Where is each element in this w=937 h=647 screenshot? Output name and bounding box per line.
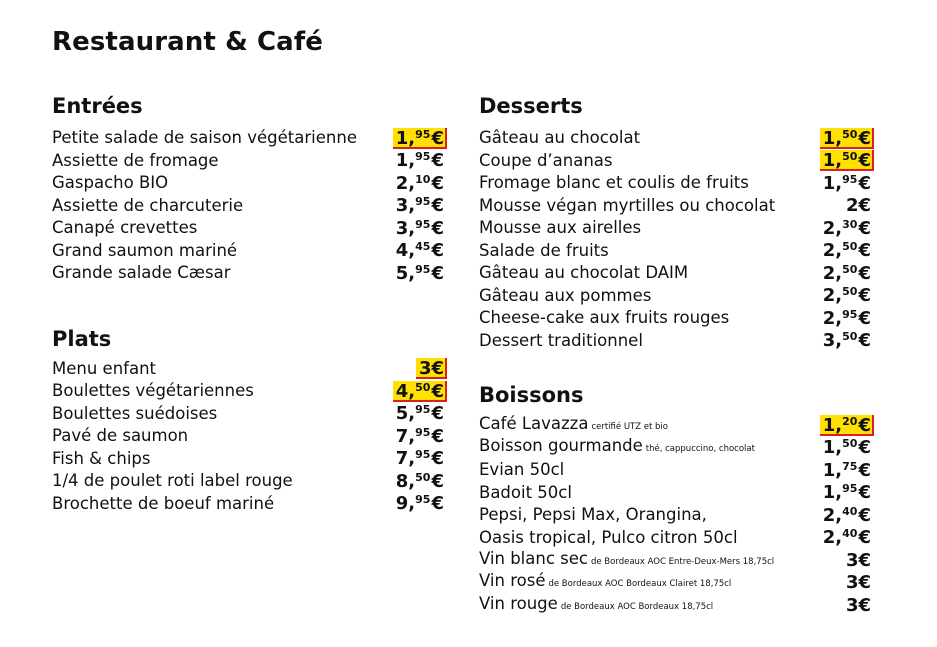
menu-item xyxy=(52,150,444,173)
price-currency: € xyxy=(858,572,871,594)
menu-item-name xyxy=(479,482,572,504)
price-cents: 95 xyxy=(842,172,858,186)
highlighted-price xyxy=(820,150,874,171)
section-title-boissons: Boissons xyxy=(479,383,584,407)
price-cents: 95 xyxy=(415,195,431,209)
price-cents: 10 xyxy=(415,172,431,186)
menu-item-label: Oasis tropical, Pulco citron 50cl xyxy=(479,527,738,547)
price-currency: € xyxy=(858,414,871,436)
menu-item xyxy=(52,470,444,493)
price-main: 7, xyxy=(395,448,416,470)
price-cents: 95 xyxy=(415,403,431,417)
menu-item xyxy=(52,380,444,403)
price-currency: € xyxy=(431,217,444,239)
price-main: 2, xyxy=(395,172,416,194)
menu-item-price xyxy=(820,285,874,306)
menu-item xyxy=(479,150,871,173)
menu-item xyxy=(52,403,444,426)
price-currency: € xyxy=(431,403,444,425)
price-main: 2, xyxy=(822,307,843,329)
menu-list-entrees xyxy=(52,127,444,285)
menu-item-label: Assiette de fromage xyxy=(52,150,219,170)
price-currency: € xyxy=(858,549,871,571)
menu-item-label: Fish & chips xyxy=(52,448,151,468)
menu-item-label: Boisson gourmande xyxy=(479,436,643,456)
menu-item-label: Gâteau aux pommes xyxy=(479,285,652,305)
price-currency: € xyxy=(858,482,871,504)
menu-item-price xyxy=(820,482,874,503)
price-cents: 50 xyxy=(415,380,431,394)
menu-item-label: Salade de fruits xyxy=(479,240,609,260)
price-cents: 45 xyxy=(415,240,431,254)
menu-item-name xyxy=(52,195,243,217)
price-cents: 75 xyxy=(842,459,858,473)
menu-item-name xyxy=(52,240,237,262)
menu-item-note: certifié UTZ et bio xyxy=(591,421,668,432)
price-cents: 95 xyxy=(415,150,431,164)
menu-item-name xyxy=(479,459,564,481)
menu-item-price xyxy=(820,308,874,329)
menu-item-name xyxy=(52,172,168,194)
menu-item-label: Gâteau au chocolat xyxy=(479,128,641,148)
price-cents: 50 xyxy=(842,127,858,141)
menu-item-name xyxy=(52,425,188,447)
menu-item-label: Mousse végan myrtilles ou chocolat xyxy=(479,195,776,215)
menu-item xyxy=(52,262,444,285)
page-title: Restaurant & Café xyxy=(52,27,323,57)
menu-item xyxy=(52,493,444,516)
section-desserts xyxy=(479,93,871,352)
price-currency: € xyxy=(858,330,871,352)
menu-item-name xyxy=(479,593,713,618)
menu-item-label: Evian 50cl xyxy=(479,460,565,480)
menu-item-name xyxy=(479,307,729,329)
price-currency: € xyxy=(431,240,444,262)
menu-item xyxy=(479,594,871,617)
menu-item-label: Pepsi, Pepsi Max, Orangina, xyxy=(479,505,707,525)
menu-item-label: Grand saumon mariné xyxy=(52,240,238,260)
menu-item xyxy=(479,527,871,550)
menu-item xyxy=(52,425,444,448)
menu-item-name xyxy=(479,570,731,595)
menu-item-name xyxy=(479,262,688,284)
price-currency: € xyxy=(431,127,444,149)
section-plats xyxy=(52,326,444,516)
menu-item-name xyxy=(52,150,219,172)
menu-item xyxy=(479,195,871,218)
price-cents: 50 xyxy=(842,330,858,344)
menu-item-label: Grande salade Cæsar xyxy=(52,263,231,283)
price-main: 1, xyxy=(395,150,416,172)
menu-item-name xyxy=(479,240,609,262)
menu-item-price xyxy=(393,173,447,194)
price-main: 2, xyxy=(822,240,843,262)
menu-item-price xyxy=(393,150,447,171)
menu-list-plats xyxy=(52,358,444,516)
price-currency: € xyxy=(858,172,871,194)
price-main: 3 xyxy=(418,358,432,380)
price-main: 2, xyxy=(822,262,843,284)
highlighted-price xyxy=(393,128,447,149)
menu-item-price xyxy=(393,195,447,216)
menu-item xyxy=(479,285,871,308)
menu-item xyxy=(479,504,871,527)
menu-item-name xyxy=(479,435,755,460)
price-main: 7, xyxy=(395,425,416,447)
menu-item-label: Boulettes végétariennes xyxy=(52,381,254,401)
price-currency: € xyxy=(858,527,871,549)
price-cents: 95 xyxy=(415,262,431,276)
menu-item xyxy=(479,240,871,263)
price-currency: € xyxy=(431,195,444,217)
price-main: 2, xyxy=(822,527,843,549)
menu-item-price xyxy=(820,240,874,261)
price-main: 3, xyxy=(822,330,843,352)
menu-item-label: Canapé crevettes xyxy=(52,218,198,238)
price-cents: 95 xyxy=(415,425,431,439)
menu-list-desserts xyxy=(479,127,871,352)
price-currency: € xyxy=(858,307,871,329)
price-cents: 50 xyxy=(842,150,858,164)
price-main: 1, xyxy=(822,150,843,172)
section-title-plats: Plats xyxy=(52,326,112,351)
price-currency: € xyxy=(431,448,444,470)
price-currency: € xyxy=(858,437,871,459)
menu-item-price xyxy=(843,195,874,216)
menu-item-price xyxy=(843,550,874,571)
menu-item-name xyxy=(479,150,613,172)
menu-item-name xyxy=(479,527,738,549)
menu-item-price xyxy=(393,426,447,447)
price-main: 2 xyxy=(845,195,859,217)
menu-item-label: Badoit 50cl xyxy=(479,482,572,502)
menu-item-note: thé, cappuccino, chocolat xyxy=(645,444,755,455)
price-main: 4, xyxy=(395,380,416,402)
menu-item xyxy=(479,217,871,240)
menu-item-price xyxy=(820,460,874,481)
menu-item-price xyxy=(843,595,874,616)
price-currency: € xyxy=(431,493,444,515)
menu-item-label: Cheese-cake aux fruits rouges xyxy=(479,308,730,328)
menu-item-name xyxy=(479,285,651,307)
menu-item xyxy=(479,482,871,505)
menu-item-label: Vin rouge xyxy=(479,593,558,613)
price-cents: 95 xyxy=(415,448,431,462)
menu-item xyxy=(52,195,444,218)
menu-item-price xyxy=(820,437,874,458)
price-cents: 50 xyxy=(415,470,431,484)
price-cents: 95 xyxy=(415,217,431,231)
menu-item-price xyxy=(820,330,874,351)
price-currency: € xyxy=(431,425,444,447)
menu-item-price xyxy=(820,527,874,548)
price-currency: € xyxy=(431,358,444,380)
menu-item-name xyxy=(52,127,357,149)
menu-item-label: Menu enfant xyxy=(52,358,157,378)
menu-item-price xyxy=(820,173,874,194)
price-main: 8, xyxy=(395,470,416,492)
menu-item-name xyxy=(479,548,774,573)
menu-item-name xyxy=(52,358,156,380)
section-boissons xyxy=(479,382,871,617)
price-currency: € xyxy=(858,217,871,239)
menu-item-label: Brochette de boeuf mariné xyxy=(52,493,275,513)
price-main: 2, xyxy=(822,217,843,239)
highlighted-price xyxy=(820,415,874,436)
menu-item-name xyxy=(479,127,640,149)
menu-item xyxy=(479,262,871,285)
menu-item-name xyxy=(479,172,749,194)
menu-item-price xyxy=(820,505,874,526)
menu-item-label: Mousse aux airelles xyxy=(479,218,642,238)
price-main: 3 xyxy=(845,572,859,594)
menu-item-label: Fromage blanc et coulis de fruits xyxy=(479,173,749,193)
menu-item xyxy=(52,127,444,150)
price-main: 5, xyxy=(395,403,416,425)
price-currency: € xyxy=(858,459,871,481)
section-title-desserts: Desserts xyxy=(479,94,583,118)
section-entrees xyxy=(52,93,444,285)
price-currency: € xyxy=(431,262,444,284)
right-column xyxy=(479,93,871,617)
menu-item xyxy=(52,448,444,471)
menu-item xyxy=(52,172,444,195)
menu-list-boissons xyxy=(479,414,871,617)
menu-item-name xyxy=(52,217,197,239)
price-currency: € xyxy=(858,504,871,526)
menu-item-name xyxy=(479,330,643,352)
left-column xyxy=(52,93,444,515)
price-main: 3, xyxy=(395,217,416,239)
menu-item-label: 1/4 de poulet roti label rouge xyxy=(52,471,293,491)
menu-item xyxy=(52,240,444,263)
menu-item-price xyxy=(843,572,874,593)
price-currency: € xyxy=(431,470,444,492)
menu-item-price xyxy=(393,403,447,424)
menu-item-label: Pavé de saumon xyxy=(52,426,189,446)
menu-item-name xyxy=(479,195,775,217)
menu-item-name xyxy=(52,493,274,515)
menu-item xyxy=(479,127,871,150)
price-main: 1, xyxy=(822,127,843,149)
price-cents: 20 xyxy=(842,414,858,428)
price-currency: € xyxy=(858,127,871,149)
highlighted-price xyxy=(416,358,447,379)
price-main: 3 xyxy=(845,549,859,571)
menu-item-label: Petite salade de saison végétarienne xyxy=(52,128,357,148)
menu-item xyxy=(479,459,871,482)
price-main: 3, xyxy=(395,195,416,217)
menu-item-label: Assiette de charcuterie xyxy=(52,195,244,215)
price-currency: € xyxy=(858,195,871,217)
menu-item xyxy=(479,437,871,460)
menu-item-name xyxy=(479,504,707,526)
price-cents: 95 xyxy=(415,127,431,141)
menu-item xyxy=(479,572,871,595)
price-cents: 95 xyxy=(415,493,431,507)
price-main: 1, xyxy=(822,437,843,459)
menu-item-label: Vin blanc sec xyxy=(479,548,588,568)
menu-item-name xyxy=(52,380,254,402)
price-cents: 50 xyxy=(842,262,858,276)
price-currency: € xyxy=(431,380,444,402)
section-title-entrees: Entrées xyxy=(52,94,143,118)
menu-item-note: de Bordeaux AOC Entre-Deux-Mers 18,75cl xyxy=(590,556,775,567)
price-cents: 50 xyxy=(842,437,858,451)
menu-item-label: Coupe d’ananas xyxy=(479,150,613,170)
menu-item-price xyxy=(820,218,874,239)
menu-item-name xyxy=(52,262,231,284)
menu-item-label: Gaspacho BIO xyxy=(52,173,169,193)
price-main: 4, xyxy=(395,240,416,262)
menu-item-price xyxy=(393,471,447,492)
price-cents: 40 xyxy=(842,504,858,518)
price-cents: 95 xyxy=(842,482,858,496)
price-currency: € xyxy=(858,594,871,616)
menu-item xyxy=(479,172,871,195)
menu-item-name xyxy=(479,217,641,239)
menu-item xyxy=(52,358,444,381)
menu-item xyxy=(479,307,871,330)
price-main: 1, xyxy=(822,482,843,504)
price-main: 1, xyxy=(822,414,843,436)
price-cents: 95 xyxy=(842,307,858,321)
menu-item xyxy=(479,330,871,353)
price-currency: € xyxy=(858,262,871,284)
price-main: 3 xyxy=(845,594,859,616)
menu-item-name xyxy=(52,403,217,425)
price-cents: 50 xyxy=(842,285,858,299)
menu-item xyxy=(479,549,871,572)
menu-item-price xyxy=(393,240,447,261)
menu-item-price xyxy=(393,263,447,284)
price-main: 1, xyxy=(822,172,843,194)
menu-item-price xyxy=(393,493,447,514)
menu-item-price xyxy=(393,448,447,469)
menu-item-name xyxy=(52,448,150,470)
price-currency: € xyxy=(858,150,871,172)
menu-item-label: Café Lavazza xyxy=(479,413,589,433)
menu-item-label: Boulettes suédoises xyxy=(52,403,218,423)
highlighted-price xyxy=(393,381,447,402)
menu-item-note: de Bordeaux AOC Bordeaux Clairet 18,75cl xyxy=(548,579,732,590)
price-main: 2, xyxy=(822,285,843,307)
price-main: 2, xyxy=(822,504,843,526)
price-currency: € xyxy=(858,240,871,262)
price-main: 9, xyxy=(395,493,416,515)
menu-item-label: Vin rosé xyxy=(479,571,546,591)
menu-item-note: de Bordeaux AOC Bordeaux 18,75cl xyxy=(560,601,714,612)
price-main: 5, xyxy=(395,262,416,284)
price-main: 1, xyxy=(395,127,416,149)
menu-item xyxy=(52,217,444,240)
menu-item-price xyxy=(820,263,874,284)
price-currency: € xyxy=(431,172,444,194)
menu-item-name xyxy=(52,470,293,492)
price-cents: 50 xyxy=(842,240,858,254)
price-main: 1, xyxy=(822,459,843,481)
menu-item xyxy=(479,414,871,437)
price-currency: € xyxy=(431,150,444,172)
price-cents: 40 xyxy=(842,527,858,541)
menu-item-label: Dessert traditionnel xyxy=(479,330,643,350)
menu-item-label: Gâteau au chocolat DAIM xyxy=(479,263,689,283)
price-currency: € xyxy=(858,285,871,307)
highlighted-price xyxy=(820,128,874,149)
price-cents: 30 xyxy=(842,217,858,231)
menu-item-name xyxy=(479,413,668,438)
menu-item-price xyxy=(393,218,447,239)
